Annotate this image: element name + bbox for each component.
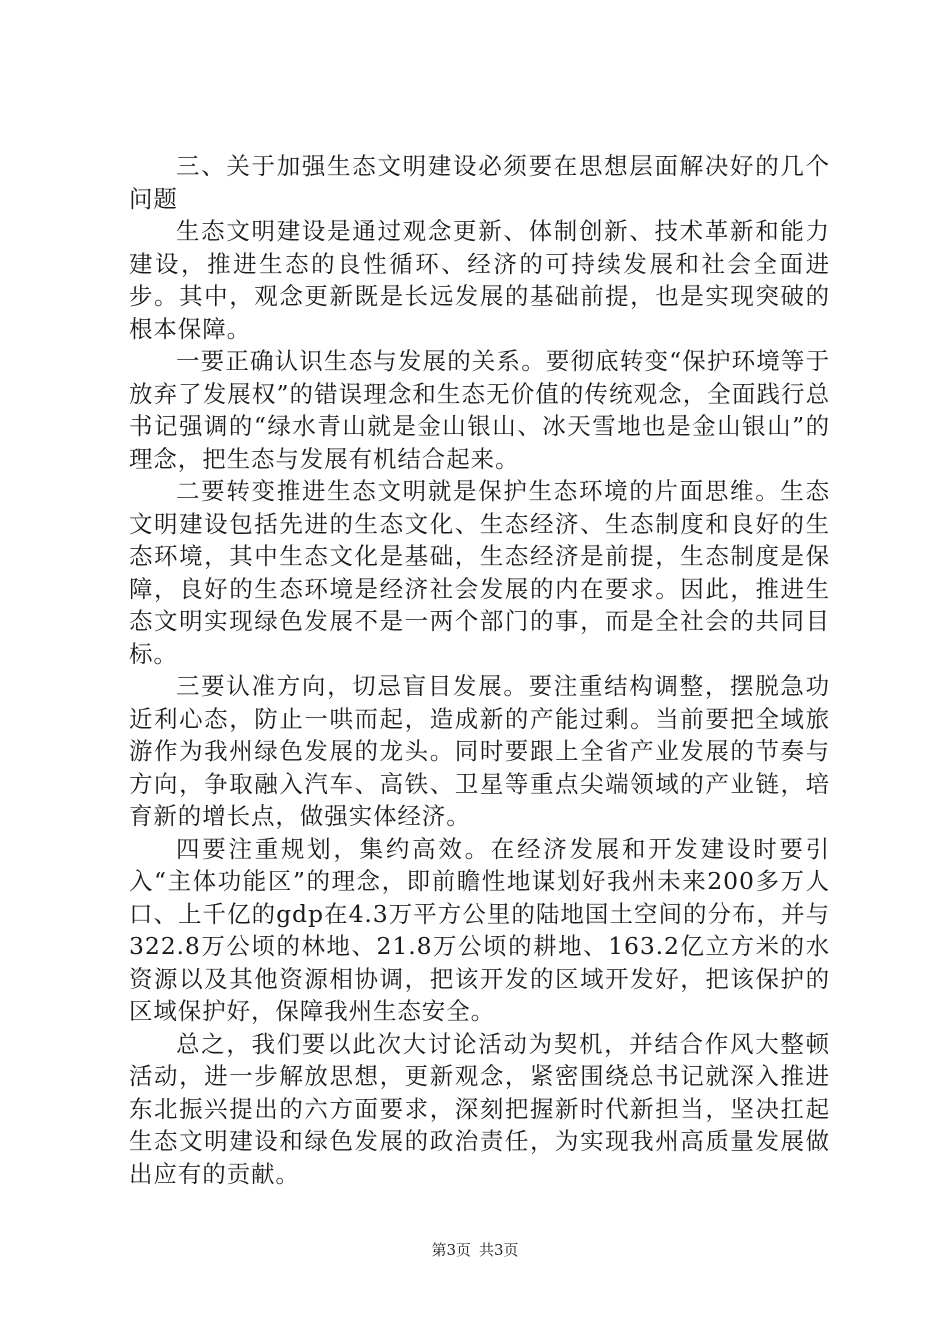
page-number-current: 第3页 [431,1241,471,1259]
page-number-total: 共3页 [479,1241,519,1259]
paragraph-conclusion: 总之，我们要以此次大讨论活动为契机，并结合作风大整顿活动，进一步解放思想，更新观念，紧密围绕总书记就深入推进东北振兴提出的六方面要求，深刻把握新时代新担当，坚决扛起生态文明建设和绿色发展的政治责任，为实现我州高质量发展做出应有的贡献。 [129,1029,830,1188]
section-heading: 三、关于加强生态文明建设必须要在思想层面解决好的几个问题 [129,152,830,213]
paragraph-intro: 生态文明建设是通过观念更新、体制创新、技术革新和能力建设，推进生态的良性循环、经济的可持续发展和社会全面进步。其中，观念更新既是长远发展的基础前提，也是实现突破的根本保障。 [129,217,830,343]
paragraph-point-three: 三要认准方向，切忌盲目发展。要注重结构调整，摆脱急功近利心态，防止一哄而起，造成新的产能过剩。当前要把全域旅游作为我州绿色发展的龙头。同时要跟上全省产业发展的节奏与方向，争取融入汽车、高铁、卫星等重点尖端领域的产业链，培育新的增长点，做强实体经济。 [129,672,830,830]
paragraph-point-one: 一要正确认识生态与发展的关系。要彻底转变“保护环境等于放弃了发展权”的错误理念和生态无价值的传统观念，全面践行总书记强调的“绿水青山就是金山银山、冰天雪地也是金山银山”的理念，把生态与发展有机结合起来。 [129,347,830,473]
page-footer [0,1240,950,1260]
paragraph-point-four: 四要注重规划，集约高效。在经济发展和开发建设时要引入“主体功能区”的理念，即前瞻性地谋划好我州未来200多万人口、上千亿的gdp在4.3万平方公里的陆地国土空间的分布，并与322.8万公顷的林地、21.8万公顷的耕地、163.2亿立方米的水资源以及其他资源相协调，把该开发的区域开发好，把该保护的区域保护好，保障我州生态安全。 [129,834,830,1025]
paragraph-point-two: 二要转变推进生态文明就是保护生态环境的片面思维。生态文明建设包括先进的生态文化、生态经济、生态制度和良好的生态环境，其中生态文化是基础，生态经济是前提，生态制度是保障，良好的生态环境是经济社会发展的内在要求。因此，推进生态文明实现绿色发展不是一两个部门的事，而是全社会的共同目标。 [129,477,830,668]
document-body [129,150,830,1190]
